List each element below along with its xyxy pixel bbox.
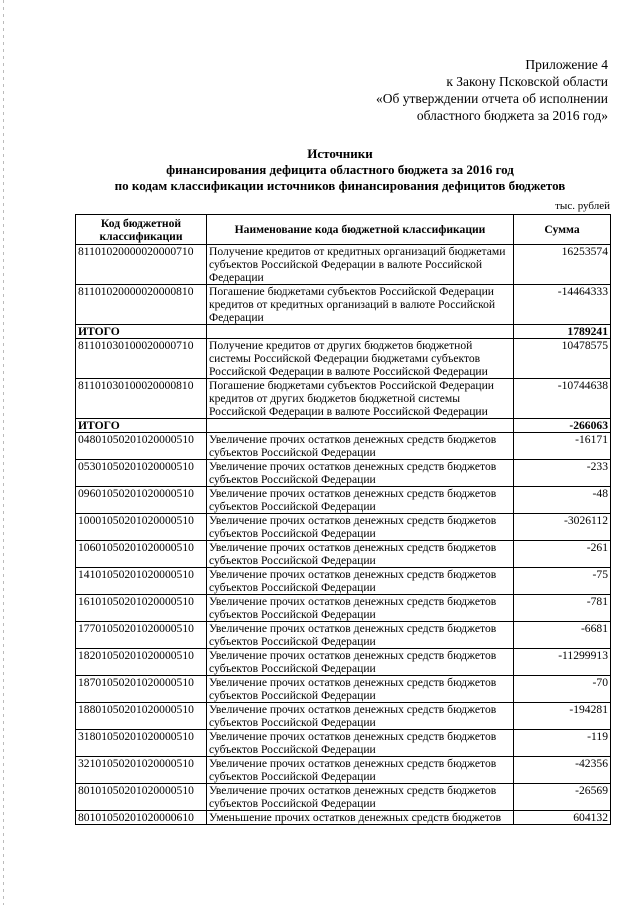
sources-table [75, 214, 611, 825]
cell-sum: -194281 [514, 703, 611, 730]
cell-code: 14101050201020000510 [76, 568, 207, 595]
title-line: финансирования дефицита областного бюджета за 2016 год [166, 162, 514, 177]
cell-name: Получение кредитов от кредитных организаций бюджетами субъектов Российской Федерации в валюте Российской Федерации [207, 245, 514, 285]
cell-sum: -48 [514, 487, 611, 514]
table-row [76, 622, 611, 649]
annex-line: к Закону Псковской области [446, 74, 608, 89]
table-row [76, 730, 611, 757]
total-row [76, 419, 611, 433]
cell-name: Увеличение прочих остатков денежных средств бюджетов субъектов Российской Федерации [207, 487, 514, 514]
table-row [76, 757, 611, 784]
cell-sum: -11299913 [514, 649, 611, 676]
cell-sum: -233 [514, 460, 611, 487]
table-row [76, 245, 611, 285]
cell-code: 10001050201020000510 [76, 514, 207, 541]
cell-name: Увеличение прочих остатков денежных средств бюджетов субъектов Российской Федерации [207, 676, 514, 703]
cell-sum: -70 [514, 676, 611, 703]
cell-code: 16101050201020000510 [76, 595, 207, 622]
annex-line: областного бюджета за 2016 год» [416, 108, 608, 123]
cell-sum: 604132 [514, 811, 611, 825]
total-row [76, 325, 611, 339]
table-row [76, 379, 611, 419]
cell-sum: -781 [514, 595, 611, 622]
cell-sum: -10744638 [514, 379, 611, 419]
cell-sum: -3026112 [514, 514, 611, 541]
cell-name: Увеличение прочих остатков денежных средств бюджетов субъектов Российской Федерации [207, 703, 514, 730]
table-row [76, 433, 611, 460]
cell-code: 04801050201020000510 [76, 433, 207, 460]
cell-code: 18701050201020000510 [76, 676, 207, 703]
cell-code: 81101030100020000710 [76, 339, 207, 379]
cell-name: Увеличение прочих остатков денежных средств бюджетов субъектов Российской Федерации [207, 541, 514, 568]
cell-code: 32101050201020000510 [76, 757, 207, 784]
cell-sum: -14464333 [514, 285, 611, 325]
cell-code: 09601050201020000510 [76, 487, 207, 514]
cell-code: ИТОГО [76, 419, 207, 433]
cell-name: Погашение бюджетами субъектов Российской Федерации кредитов от кредитных организаций в валюте Российской Федерации [207, 285, 514, 325]
table-row [76, 285, 611, 325]
units-label: тыс. рублей [555, 200, 610, 212]
cell-name: Увеличение прочих остатков денежных средств бюджетов субъектов Российской Федерации [207, 433, 514, 460]
annex-line: Приложение 4 [525, 57, 608, 72]
annex-line: «Об утверждении отчета об исполнении [376, 91, 608, 106]
table-row [76, 784, 611, 811]
table-row [76, 460, 611, 487]
cell-name: Увеличение прочих остатков денежных средств бюджетов субъектов Российской Федерации [207, 622, 514, 649]
cell-sum: 10478575 [514, 339, 611, 379]
table-header-row [76, 215, 611, 245]
cell-name: Увеличение прочих остатков денежных средств бюджетов субъектов Российской Федерации [207, 757, 514, 784]
cell-sum: 16253574 [514, 245, 611, 285]
cell-name: Увеличение прочих остатков денежных средств бюджетов субъектов Российской Федерации [207, 595, 514, 622]
cell-sum: -119 [514, 730, 611, 757]
cell-sum: -261 [514, 541, 611, 568]
table-row [76, 568, 611, 595]
table-row [76, 811, 611, 825]
cell-code: 17701050201020000510 [76, 622, 207, 649]
cell-name: Увеличение прочих остатков денежных средств бюджетов субъектов Российской Федерации [207, 460, 514, 487]
header-code: Код бюджетной классификации [76, 215, 207, 245]
cell-name: Увеличение прочих остатков денежных средств бюджетов субъектов Российской Федерации [207, 784, 514, 811]
title-line: по кодам классификации источников финансирования дефицитов бюджетов [114, 178, 566, 193]
title-line: Источники [307, 146, 373, 161]
cell-name [207, 419, 514, 433]
cell-code: 10601050201020000510 [76, 541, 207, 568]
cell-name: Увеличение прочих остатков денежных средств бюджетов субъектов Российской Федерации [207, 730, 514, 757]
table-row [76, 676, 611, 703]
header-sum: Сумма [514, 215, 611, 245]
cell-name: Получение кредитов от других бюджетов бюджетной системы Российской Федерации бюджетами субъектов Российской Федерации в валюте Российской Федерации [207, 339, 514, 379]
cell-name: Увеличение прочих остатков денежных средств бюджетов субъектов Российской Федерации [207, 568, 514, 595]
cell-code: 81101020000020000810 [76, 285, 207, 325]
cell-code: 18801050201020000510 [76, 703, 207, 730]
header-name: Наименование кода бюджетной классификации [207, 215, 514, 245]
cell-sum: 1789241 [514, 325, 611, 339]
scan-edge [3, 0, 4, 905]
cell-code: 80101050201020000510 [76, 784, 207, 811]
cell-sum: -266063 [514, 419, 611, 433]
cell-name: Погашение бюджетами субъектов Российской Федерации кредитов от других бюджетов бюджетной системы Российской Федерации в валюте Российской Федерации [207, 379, 514, 419]
cell-code: 05301050201020000510 [76, 460, 207, 487]
cell-name [207, 325, 514, 339]
cell-code: 80101050201020000610 [76, 811, 207, 825]
table-row [76, 487, 611, 514]
cell-code: 81101020000020000710 [76, 245, 207, 285]
cell-sum: -16171 [514, 433, 611, 460]
cell-code: 18201050201020000510 [76, 649, 207, 676]
table-row [76, 514, 611, 541]
document-title [70, 146, 610, 194]
table-row [76, 649, 611, 676]
table-row [76, 595, 611, 622]
cell-name: Увеличение прочих остатков денежных средств бюджетов субъектов Российской Федерации [207, 649, 514, 676]
cell-sum: -26569 [514, 784, 611, 811]
cell-sum: -42356 [514, 757, 611, 784]
cell-code: ИТОГО [76, 325, 207, 339]
cell-name: Уменьшение прочих остатков денежных средств бюджетов [207, 811, 514, 825]
cell-sum: -75 [514, 568, 611, 595]
cell-name: Увеличение прочих остатков денежных средств бюджетов субъектов Российской Федерации [207, 514, 514, 541]
table-row [76, 339, 611, 379]
annex-header [376, 56, 608, 124]
cell-code: 31801050201020000510 [76, 730, 207, 757]
table-row [76, 541, 611, 568]
cell-code: 81101030100020000810 [76, 379, 207, 419]
table-row [76, 703, 611, 730]
cell-sum: -6681 [514, 622, 611, 649]
